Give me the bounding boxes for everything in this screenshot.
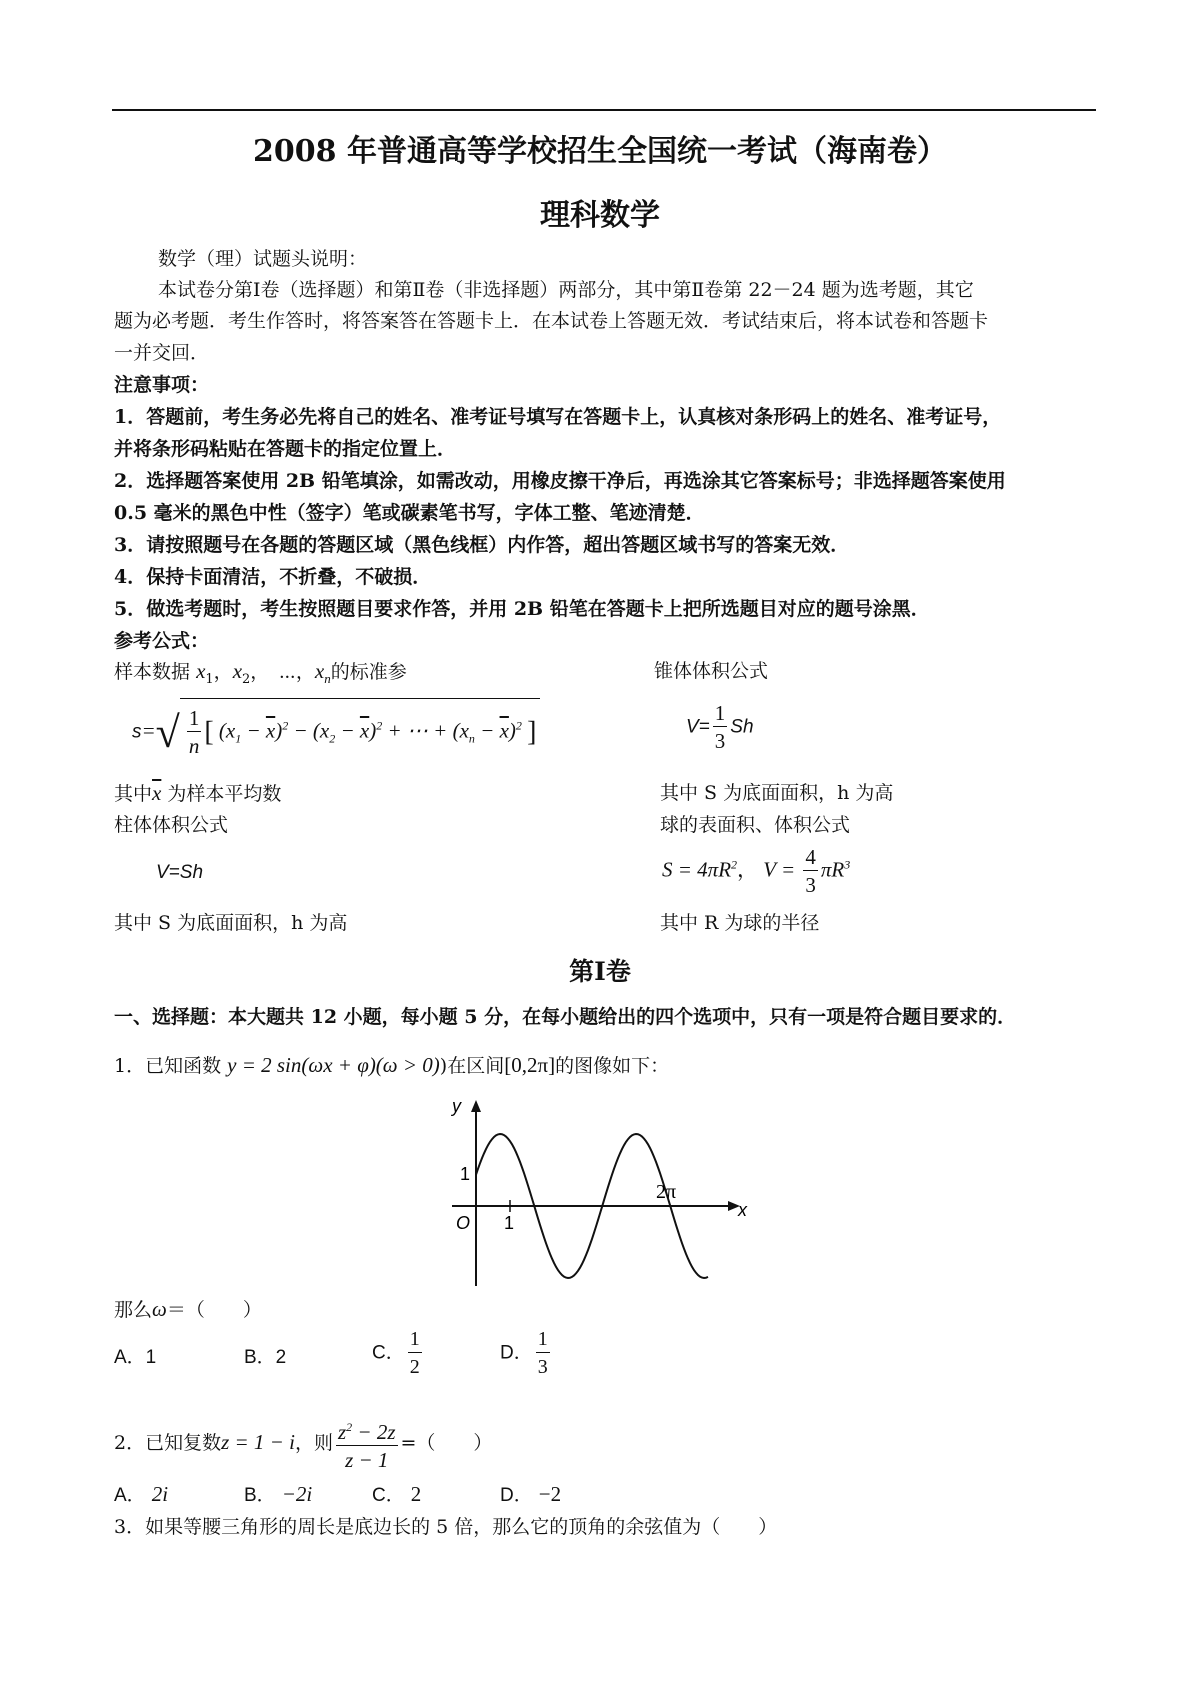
note-4: 4．保持卡面清洁，不折叠，不破损． bbox=[114, 566, 432, 588]
y-axis-label: y bbox=[452, 1098, 461, 1116]
intro-line-1: 本试卷分第Ⅰ卷（选择题）和第Ⅱ卷（非选择题）两部分，其中第Ⅱ卷第 22－24 题为选考题，其它 bbox=[158, 279, 974, 301]
intro-heading: 数学（理）试题头说明： bbox=[158, 248, 368, 270]
y-tick-label: 1 bbox=[460, 1164, 471, 1184]
question-1-stem: 1．已知函数 y = 2 sin(ωx + φ)(ω > 0))在区间[0,2π]的图像如下： bbox=[114, 1053, 670, 1077]
q1-choice-a[interactable]: A．1 bbox=[114, 1347, 157, 1368]
q2-choice-d[interactable]: D． −2 bbox=[500, 1482, 562, 1506]
sphere-formula: $S = 4\pi R^2$， V = $\frac{4}{3}$ $\pi R^3$ bbox=[662, 845, 851, 897]
note-2a: 2．选择题答案使用 2B 铅笔填涂，如需改动，用橡皮擦干净后，再选涂其它答案标号；非选择题答案使用 bbox=[114, 470, 1006, 492]
question-1-ask: 那么ω＝（ ） bbox=[114, 1297, 262, 1321]
cylinder-volume-title: 柱体体积公式 bbox=[114, 814, 229, 836]
q1-choice-c[interactable]: C． $\frac{1}{2}$ bbox=[372, 1328, 420, 1378]
cone-volume-formula: V= $\frac{1}{3}$ Sh bbox=[686, 701, 754, 753]
origin-label: O bbox=[456, 1213, 471, 1233]
sphere-note: 其中 R 为球的半径 bbox=[660, 912, 820, 934]
sphere-formula-title: 球的表面积、体积公式 bbox=[660, 814, 851, 836]
note-1a: 1．答题前，考生务必先将自己的姓名、准考证号填写在答题卡上，认真核对条形码上的姓名、准考证号， bbox=[114, 406, 1002, 428]
note-2b: 0.5 毫米的黑色中性（签字）笔或碳素笔书写，字体工整、笔迹清楚． bbox=[114, 502, 705, 524]
intro-line-3: 一并交回． bbox=[114, 342, 210, 364]
y-axis-arrow bbox=[471, 1100, 481, 1112]
sample-data-label: 样本数据 $x_1$，$x_2$， ⋯，$x_n$的标准参 bbox=[114, 659, 407, 687]
q2-choice-c[interactable]: C． 2 bbox=[372, 1482, 422, 1506]
x-axis-label: x bbox=[738, 1200, 747, 1220]
notes-heading: 注意事项： bbox=[114, 374, 210, 396]
formulas-heading: 参考公式： bbox=[114, 630, 210, 652]
question-2-stem: 2．已知复数z = 1 − i，则 $\frac{z^2 - 2z}{z - 1}$ =（ ） bbox=[114, 1414, 492, 1474]
cylinder-volume-formula: V=Sh bbox=[156, 862, 204, 883]
note-3: 3．请按照题号在各题的答题区域（黑色线框）内作答，超出答题区域书写的答案无效． bbox=[114, 534, 850, 556]
mean-note: 其中$\overline{x}$ 为样本平均数 bbox=[114, 781, 282, 805]
note-5: 5．做选考题时，考生按照题目要求作答，并用 2B 铅笔在答题卡上把所选题目对应的题号涂黑． bbox=[114, 598, 930, 620]
section-instructions: 一、选择题：本大题共 12 小题，每小题 5 分，在每小题给出的四个选项中，只有一项是符合题目要求的． bbox=[114, 1006, 1017, 1028]
section-title: 第Ⅰ卷 bbox=[569, 957, 631, 986]
top-rule bbox=[112, 109, 1096, 111]
std-dev-formula: s=√ $\frac{1}{n}$ [ $(x_1 - \overline{x})^2 - (x_2 - \overline{x})^2$ + ⋯ + $(x_n - \overline{x})^2$ ] bbox=[132, 698, 540, 760]
intro-line-2: 题为必考题．考生作答时，将答案答在答题卡上．在本试卷上答题无效．考试结束后，将本试卷和答题卡 bbox=[114, 310, 989, 332]
x-tick-label: 1 bbox=[504, 1213, 515, 1233]
q1-choice-d[interactable]: D． $\frac{1}{3}$ bbox=[500, 1328, 548, 1378]
cone-note: 其中 S 为底面面积，h 为高 bbox=[660, 782, 894, 804]
exam-title: 2008 年普通高等学校招生全国统一考试（海南卷） bbox=[253, 134, 947, 169]
q2-choice-b[interactable]: B． −2i bbox=[244, 1482, 313, 1506]
two-pi-label: 2π bbox=[656, 1181, 677, 1203]
cone-volume-title: 锥体体积公式 bbox=[654, 660, 769, 682]
q2-choice-a[interactable]: A． 2i bbox=[114, 1482, 169, 1506]
note-1b: 并将条形码粘贴在答题卡的指定位置上． bbox=[114, 438, 457, 460]
exam-subtitle: 理科数学 bbox=[540, 198, 660, 233]
question-3-stem: 3．如果等腰三角形的周长是底边长的 5 倍，那么它的顶角的余弦值为（ ） bbox=[114, 1516, 778, 1538]
q1-choice-b[interactable]: B．2 bbox=[244, 1347, 287, 1368]
cylinder-note: 其中 S 为底面面积，h 为高 bbox=[114, 912, 348, 934]
sine-graph bbox=[440, 1098, 760, 1298]
